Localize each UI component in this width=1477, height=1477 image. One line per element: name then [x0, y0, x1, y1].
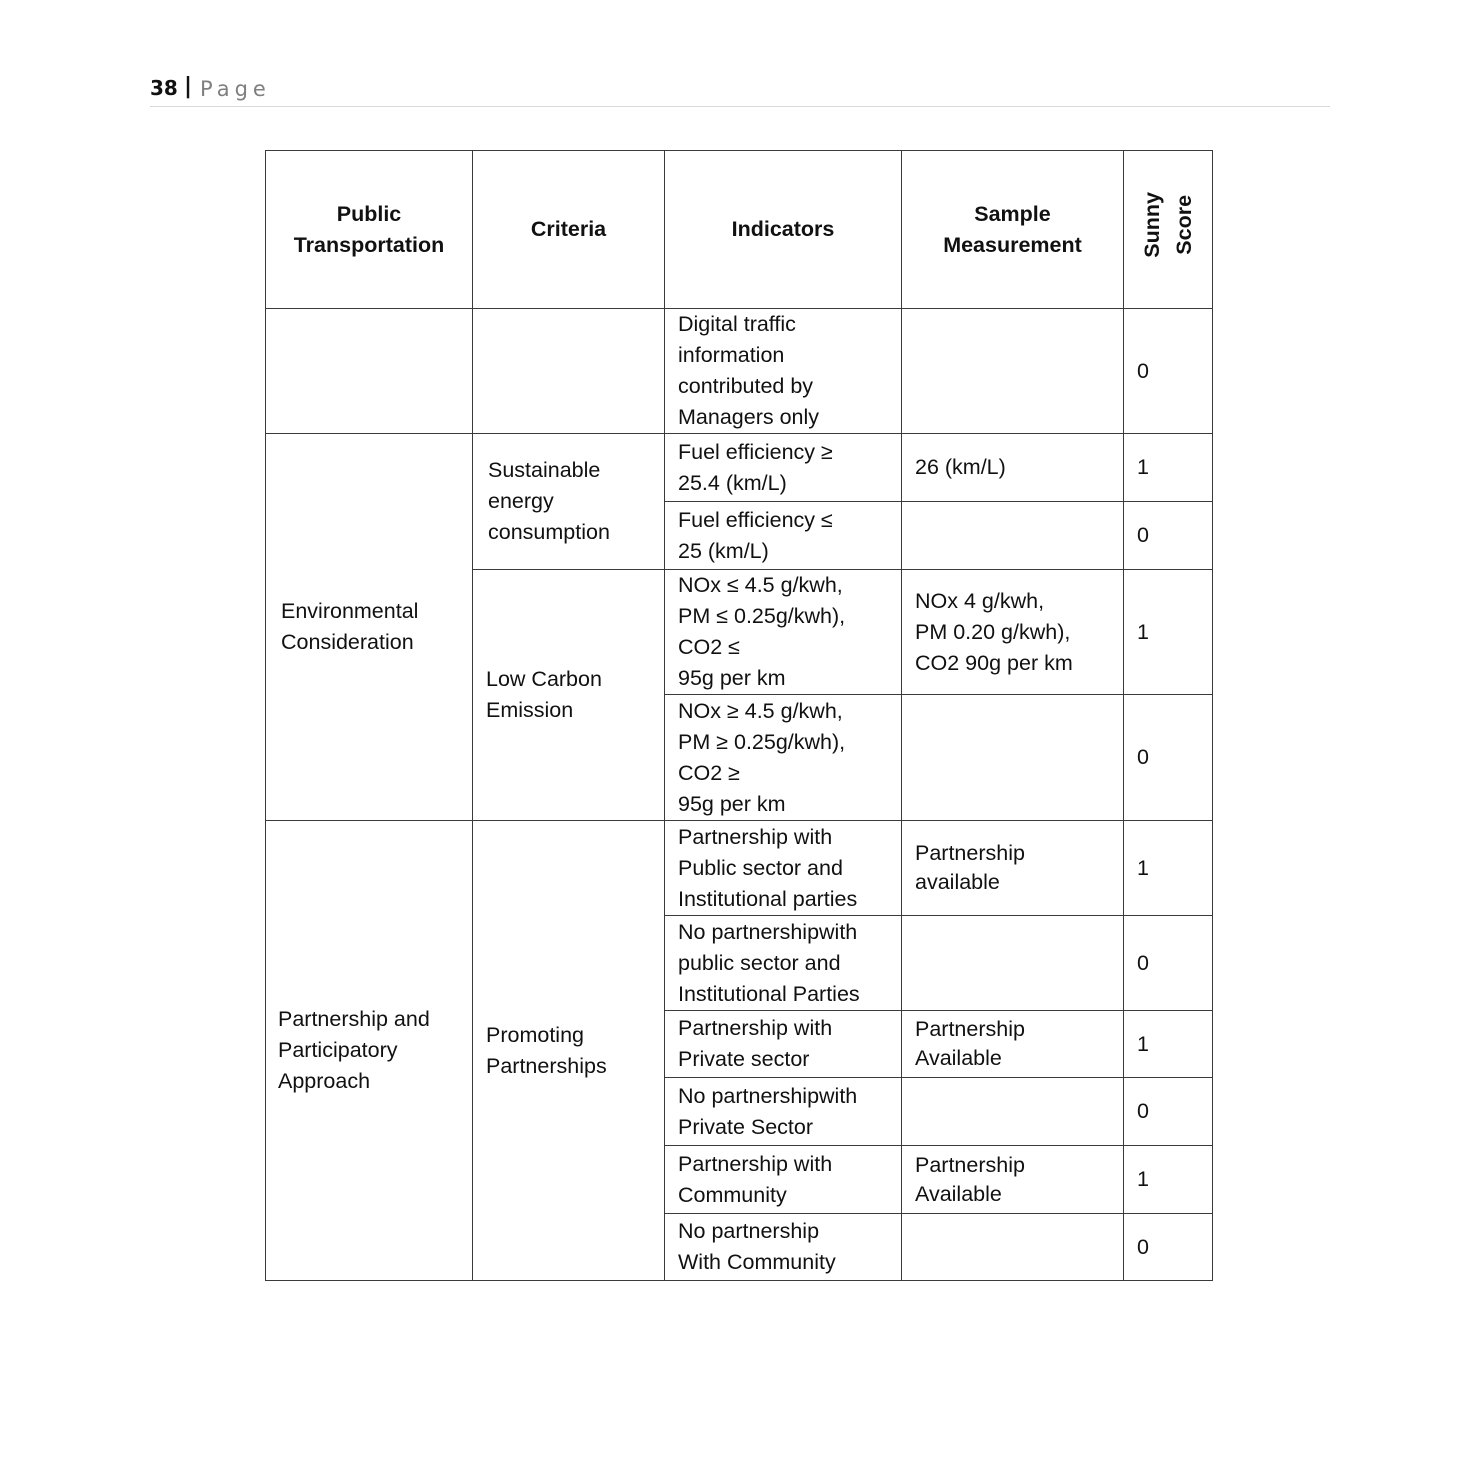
page-separator: |	[184, 74, 193, 99]
column-header-criteria: Criteria	[473, 151, 665, 309]
indicator-cell: Fuel efficiency ≥ 25.4 (km/L)	[665, 434, 902, 502]
measurement-cell	[902, 502, 1124, 570]
score-cell: 0	[1124, 916, 1213, 1011]
column-header-indicators: Indicators	[665, 151, 902, 309]
measurement-cell	[902, 1078, 1124, 1146]
category-cell: Environmental Consideration	[266, 434, 473, 821]
indicator-cell: Partnership with Private sector	[665, 1011, 902, 1078]
criteria-cell: Promoting Partnerships	[473, 821, 665, 1281]
measurement-cell	[902, 695, 1124, 821]
score-cell: 1	[1124, 570, 1213, 695]
category-cell: Partnership and Participatory Approach	[266, 821, 473, 1281]
page-header	[150, 74, 1330, 107]
indicator-cell: No partnership With Community	[665, 1214, 902, 1281]
column-header-sunny-score: Sunny Score	[1124, 151, 1213, 309]
score-cell: 0	[1124, 1214, 1213, 1281]
indicator-cell: Fuel efficiency ≤ 25 (km/L)	[665, 502, 902, 570]
measurement-cell: NOx 4 g/kwh, PM 0.20 g/kwh), CO2 90g per km	[902, 570, 1124, 695]
score-cell: 0	[1124, 1078, 1213, 1146]
criteria-cell: Low Carbon Emission	[473, 570, 665, 821]
measurement-cell: Partnership available	[902, 821, 1124, 916]
column-header-public-transportation: Public Transportation	[266, 151, 473, 309]
table-row	[266, 309, 1213, 434]
criteria-cell	[473, 309, 665, 434]
table-header-row	[266, 151, 1213, 309]
indicator-cell: Partnership with Community	[665, 1146, 902, 1214]
measurement-cell: 26 (km/L)	[902, 434, 1124, 502]
score-cell: 0	[1124, 502, 1213, 570]
indicator-cell: Digital traffic information contributed by Managers only	[665, 309, 902, 434]
measurement-cell	[902, 309, 1124, 434]
indicator-cell: Partnership with Public sector and Institutional parties	[665, 821, 902, 916]
criteria-table	[265, 150, 1213, 1281]
measurement-cell: Partnership Available	[902, 1146, 1124, 1214]
indicator-cell: NOx ≥ 4.5 g/kwh, PM ≥ 0.25g/kwh), CO2 ≥ 95g per km	[665, 695, 902, 821]
measurement-cell	[902, 916, 1124, 1011]
indicator-cell: No partnershipwith public sector and Institutional Parties	[665, 916, 902, 1011]
score-cell: 1	[1124, 1011, 1213, 1078]
indicator-cell: NOx ≤ 4.5 g/kwh, PM ≤ 0.25g/kwh), CO2 ≤ 95g per km	[665, 570, 902, 695]
score-cell: 1	[1124, 821, 1213, 916]
score-cell: 1	[1124, 434, 1213, 502]
page-label: Page	[200, 77, 271, 101]
score-cell: 0	[1124, 309, 1213, 434]
indicator-cell: No partnershipwith Private Sector	[665, 1078, 902, 1146]
score-cell: 1	[1124, 1146, 1213, 1214]
table-row	[266, 821, 1213, 916]
criteria-cell: Sustainable energy consumption	[473, 434, 665, 570]
column-header-sample-measurement: Sample Measurement	[902, 151, 1124, 309]
page-number: 38	[150, 76, 178, 100]
measurement-cell: Partnership Available	[902, 1011, 1124, 1078]
score-cell: 0	[1124, 695, 1213, 821]
measurement-cell	[902, 1214, 1124, 1281]
category-cell	[266, 309, 473, 434]
table-row	[266, 434, 1213, 502]
